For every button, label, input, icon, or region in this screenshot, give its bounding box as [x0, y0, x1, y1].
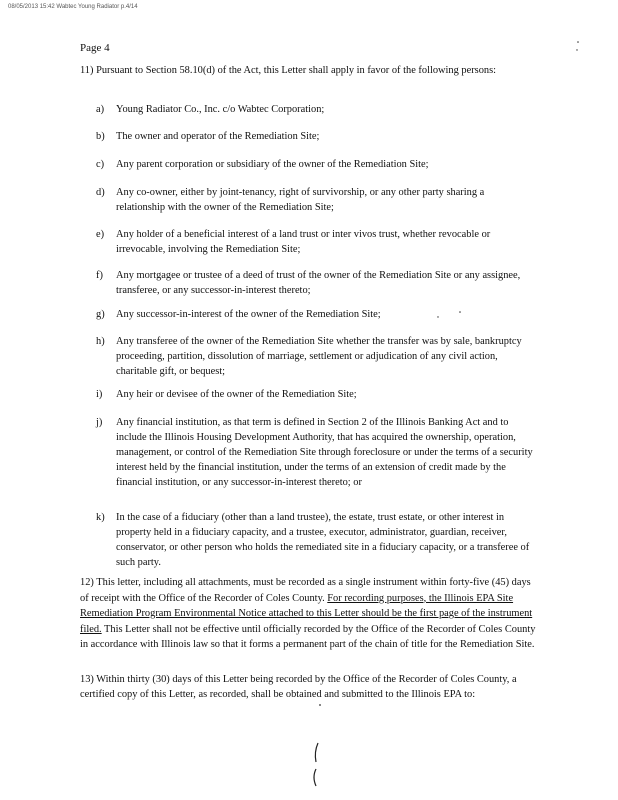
item-letter: c) — [96, 159, 105, 170]
item-text: Any co-owner, either by joint-tenancy, right of survivorship, or any other party sharing a relationship with the owner of the Remediation Site; — [116, 187, 485, 213]
item-letter: h) — [96, 336, 105, 347]
item-letter: k) — [96, 512, 105, 523]
item-text: In the case of a fiduciary (other than a land trustee), the estate, trust estate, or other interest in property held in a fiduciary capacity, and a trustee, executor, administrator, guardian, receiver, conservator, or other person who holds the remediated site in a fiduciary capacity, or a transferee of such party. — [116, 512, 530, 568]
paragraph-number: 11) — [80, 65, 94, 76]
fax-header: 08/05/2013 15:42 Wabtec Young Radiator p.4/14 — [8, 4, 138, 10]
stray-pen-marks — [314, 743, 318, 786]
item-text: Young Radiator Co., Inc. c/o Wabtec Corporation; — [116, 104, 325, 115]
item-letter: a) — [96, 104, 105, 115]
paragraph-number: 12) — [80, 577, 94, 588]
item-text: Any heir or devisee of the owner of the Remediation Site; — [116, 389, 357, 400]
item-letter: b) — [96, 131, 105, 142]
page-label: Page 4 — [80, 42, 110, 54]
paragraph-number: 13) — [80, 674, 94, 685]
item-text: Any financial institution, as that term is defined in Section 2 of the Illinois Banking Act and to include the Illinois Housing Development Authority, that has acquired the ownership, operation, management, or control of the Remediation Site through foreclosure or under the terms of a security interest held by the financial institution, under the terms of an extension of credit made by the financial institution, or any successor-in-interest thereto; or — [116, 417, 533, 488]
item-text: The owner and operator of the Remediation Site; — [116, 131, 320, 142]
item-letter: i) — [96, 389, 103, 400]
item-text: Any holder of a beneficial interest of a land trust or inter vivos trust, whether revocable or irrevocable, involving the Remediation Site; — [116, 229, 491, 255]
item-letter: j) — [96, 417, 103, 428]
paragraph-text: Within thirty (30) days of this Letter being recorded by the Office of the Recorder of Coles County, a certified copy of this Letter, as recorded, shall be obtained and submitted to the Illinois EPA to: — [80, 674, 517, 700]
item-text: Any transferee of the owner of the Remediation Site whether the transfer was by sale, bankruptcy proceeding, partition, dissolution of marriage, settlement or adjudication of any civil action, charitable gift, or bequest; — [116, 336, 522, 377]
paragraph-text: Pursuant to Section 58.10(d) of the Act, this Letter shall apply in favor of the following persons: — [96, 65, 497, 76]
recording-instructions: For recording purposes, the Illinois EPA Site Remediation Program Environmental Notice attached to this Letter should be the first page of the instrument filed. — [80, 592, 533, 635]
item-text: Any parent corporation or subsidiary of the owner of the Remediation Site; — [116, 159, 429, 170]
item-letter: d) — [96, 187, 105, 198]
paragraph-text: This letter, including all attachments, must be recorded as a single instrument within forty-five (45) days of receipt with the Office of the Recorder of Coles County. — [80, 577, 531, 604]
item-text: Any mortgagee or trustee of a deed of trust of the owner of the Remediation Site or any assignee, transferee, or any successor-in-interest thereto; — [116, 270, 521, 296]
item-letter: e) — [96, 229, 105, 240]
scan-specks — [319, 41, 579, 706]
paragraph-text-continued: This Letter shall not be effective until officially recorded by the Office of the Recorder of Coles County in accordance with Illinois law so that it forms a permanent part of the chain of title for the Remediation Site. — [80, 623, 536, 650]
item-letter: g) — [96, 309, 105, 320]
item-letter: f) — [96, 270, 103, 281]
item-text: Any successor-in-interest of the owner of the Remediation Site; — [116, 309, 381, 320]
